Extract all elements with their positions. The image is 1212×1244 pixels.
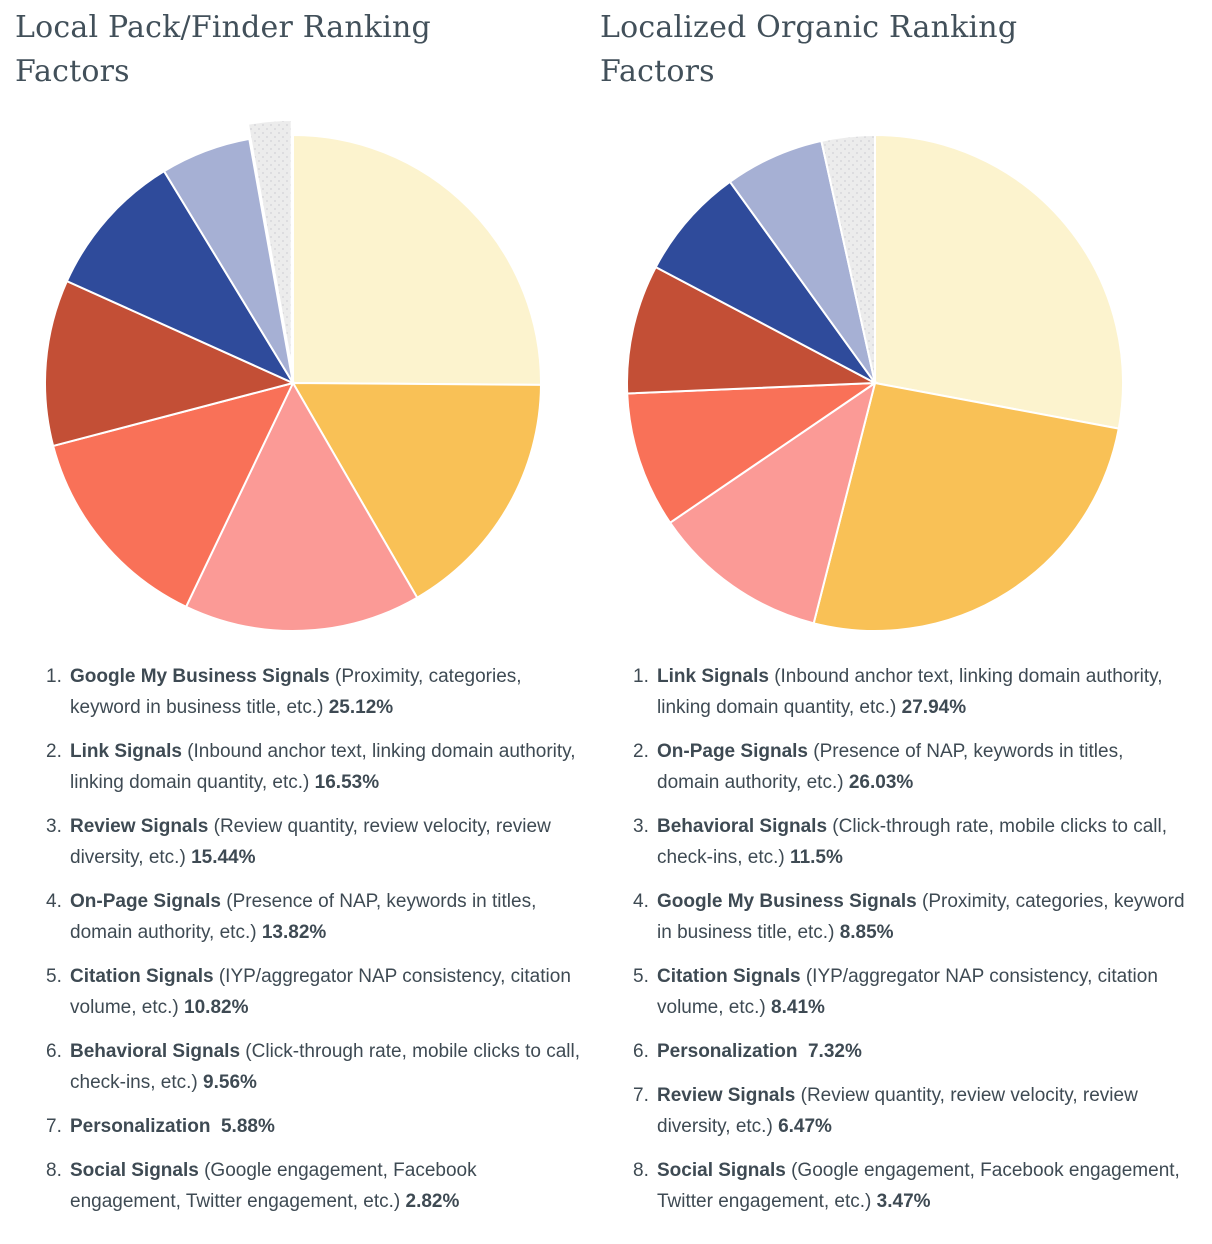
legend-item-text: Behavioral Signals (Click-through rate, mobile clicks to call, check-ins, etc.) 11.5% <box>657 816 1168 868</box>
legend-item-text: Citation Signals (IYP/aggregator NAP consistency, citation volume, etc.) 8.41% <box>657 966 1158 1018</box>
legend-item-number: 5. <box>633 966 649 987</box>
legend-item-text: Personalization 5.88% <box>70 1116 275 1137</box>
legend-item <box>633 961 1185 1023</box>
legend-item <box>633 1080 1185 1142</box>
pie-slice-google-my-business-signals <box>293 135 541 385</box>
legend-item-text: Citation Signals (IYP/aggregator NAP consistency, citation volume, etc.) 10.82% <box>70 966 571 1018</box>
chart-title-localized-organic: Localized Organic Ranking Factors <box>600 10 1018 89</box>
legend-item-text: Social Signals (Google engagement, Facebook engagement, Twitter engagement, etc.) 2.82% <box>70 1160 477 1212</box>
pie-chart-local-pack <box>33 119 553 639</box>
legend-item-number: 1. <box>46 666 62 687</box>
legend-item-number: 7. <box>633 1085 649 1106</box>
legend-item-number: 8. <box>46 1160 62 1181</box>
legend-item <box>633 1155 1185 1217</box>
legend-item <box>46 1111 586 1142</box>
legend-item <box>46 961 586 1023</box>
legend-item-text: Behavioral Signals (Click-through rate, mobile clicks to call, check-ins, etc.) 9.56% <box>70 1041 581 1093</box>
legend-item-text: Social Signals (Google engagement, Facebook engagement, Twitter engagement, etc.) 3.47% <box>657 1160 1180 1212</box>
legend-item-text: Google My Business Signals (Proximity, categories, keyword in business title, etc.) 25.12% <box>70 666 522 718</box>
legend-item-number: 4. <box>633 891 649 912</box>
legend-item <box>46 886 586 948</box>
legend-item-number: 6. <box>633 1041 649 1062</box>
legend-item-number: 1. <box>633 666 649 687</box>
legend-item <box>633 661 1185 723</box>
legend-item-number: 2. <box>46 741 62 762</box>
legend-item-text: Personalization 7.32% <box>657 1041 862 1062</box>
legend-item-number: 3. <box>633 816 649 837</box>
legend-item-number: 5. <box>46 966 62 987</box>
legend-item-text: Link Signals (Inbound anchor text, linking domain authority, linking domain quantity, etc.) 27.94% <box>657 666 1163 718</box>
legend-item-text: Google My Business Signals (Proximity, categories, keyword in business title, etc.) 8.85% <box>657 891 1185 943</box>
legend-item <box>46 661 586 723</box>
chart-title-local-pack: Local Pack/Finder Ranking Factors <box>15 10 431 89</box>
pie-chart-localized-organic <box>615 119 1135 639</box>
legend-item-number: 2. <box>633 741 649 762</box>
legend-local-pack <box>46 661 586 1230</box>
legend-item-text: On-Page Signals (Presence of NAP, keywords in titles, domain authority, etc.) 26.03% <box>657 741 1124 793</box>
legend-item <box>46 736 586 798</box>
legend-item-text: On-Page Signals (Presence of NAP, keywords in titles, domain authority, etc.) 13.82% <box>70 891 537 943</box>
legend-item <box>46 1036 586 1098</box>
legend-localized-organic <box>633 661 1185 1230</box>
legend-item-text: Link Signals (Inbound anchor text, linking domain authority, linking domain quantity, etc.) 16.53% <box>70 741 576 793</box>
legend-item <box>633 736 1185 798</box>
legend-item <box>633 886 1185 948</box>
legend-item-text: Review Signals (Review quantity, review velocity, review diversity, etc.) 15.44% <box>70 816 551 868</box>
legend-item-number: 3. <box>46 816 62 837</box>
legend-item-number: 7. <box>46 1116 62 1137</box>
legend-item <box>633 811 1185 873</box>
legend-item-number: 8. <box>633 1160 649 1181</box>
legend-item <box>46 1155 586 1217</box>
legend-item-number: 4. <box>46 891 62 912</box>
legend-item <box>633 1036 1185 1067</box>
pie-slice-link-signals <box>875 135 1123 429</box>
legend-item-text: Review Signals (Review quantity, review velocity, review diversity, etc.) 6.47% <box>657 1085 1138 1137</box>
legend-item-number: 6. <box>46 1041 62 1062</box>
legend-item <box>46 811 586 873</box>
